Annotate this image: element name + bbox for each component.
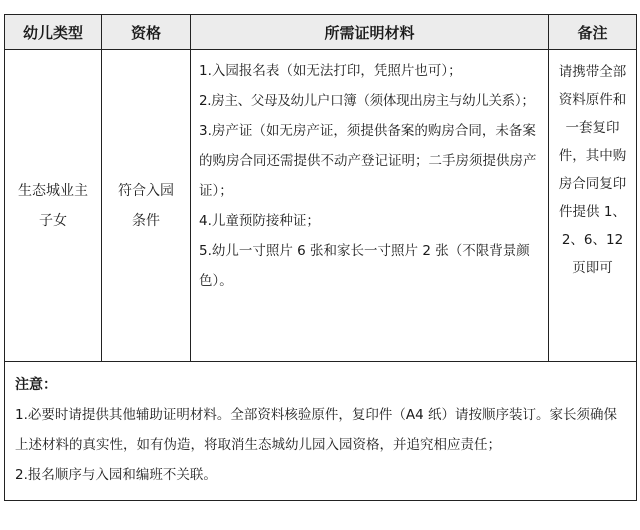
header-materials: 所需证明材料: [191, 15, 549, 50]
cell-qualification: 符合入园条件: [102, 50, 191, 362]
header-child-type: 幼儿类型: [5, 15, 102, 50]
material-item: 4.儿童预防接种证；: [199, 213, 320, 229]
table-row: [5, 50, 637, 362]
notes-title: 注意：: [15, 377, 57, 393]
material-item: 1.入园报名表（如无法打印，凭照片也可）；: [199, 63, 462, 79]
header-qualification: 资格: [102, 15, 191, 50]
cell-child-type: 生态城业主子女: [5, 50, 102, 362]
material-item: 3.房产证（如无房产证，须提供备案的购房合同，未备案的购房合同还需提供不动产登记证明；二手房须提供房产证）；: [199, 123, 537, 199]
notes-row: [5, 362, 637, 501]
material-item: 2.房主、父母及幼儿户口簿（须体现出房主与幼儿关系）；: [199, 93, 535, 109]
admission-requirements-document: [4, 14, 636, 501]
table-header-row: [5, 15, 637, 50]
notes-cell: [5, 362, 637, 501]
note-item: 1.必要时请提供其他辅助证明材料。全部资料核验原件，复印件（A4 纸）请按顺序装订。家长须确保上述材料的真实性，如有伪造，将取消生态城幼儿园入园资格，并追究相应责任；: [15, 407, 617, 453]
cell-remark: 请携带全部资料原件和一套复印件，其中购房合同复印件提供 1、2、6、12 页即可: [549, 50, 637, 362]
cell-materials: [191, 50, 549, 362]
requirements-table: [4, 14, 637, 501]
material-item: 5.幼儿一寸照片 6 张和家长一寸照片 2 张（不限背景颜色）。: [199, 243, 530, 289]
header-remark: 备注: [549, 15, 637, 50]
note-item: 2.报名顺序与入园和编班不关联。: [15, 467, 217, 483]
